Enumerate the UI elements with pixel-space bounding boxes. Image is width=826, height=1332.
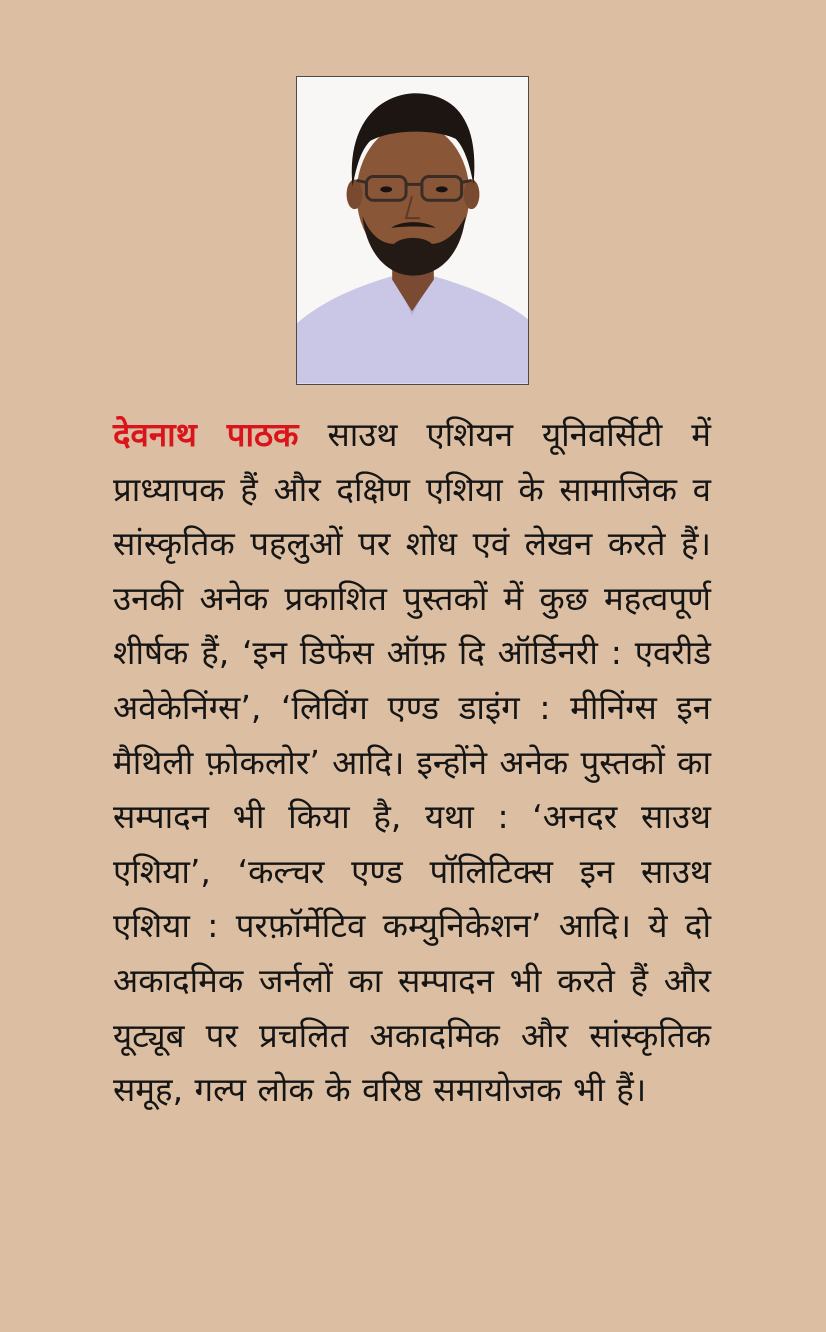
author-photo (296, 76, 529, 385)
author-portrait-illustration (297, 77, 528, 384)
author-bio-paragraph (113, 408, 711, 1118)
author-name: देवनाथ पाठक (113, 415, 299, 454)
author-bio-text: साउथ एशियन यूनिवर्सिटी में प्राध्यापक हैं और दक्षिण एशिया के सामाजिक व सांस्कृतिक पहलुओं पर शोध एवं लेखन करते हैं। उनकी अनेक प्रकाशित पुस्तकों में कुछ महत्वपूर्ण शीर्षक हैं, ‘इन डिफेंस ऑफ़ दि ऑर्डिनरी : एवरीडे अवेकेनिंग्स’, ‘लिविंग एण्ड डाइंग : मीनिंग्स इन मैथिली फ़ोकलोर’ आदि। इन्होंने अनेक पुस्तकों का सम्पादन भी किया है, यथा : ‘अनदर साउथ एशिया’, ‘कल्चर एण्ड पॉलिटिक्स इन साउथ एशिया : परफ़ॉर्मेटिव कम्युनिकेशन’ आदि। ये दो अकादमिक जर्नलों का सम्पादन भी करते हैं और यूट्यूब पर प्रचलित अकादमिक और सांस्कृतिक समूह, गल्प लोक के वरिष्ठ समायोजक भी हैं। (113, 415, 711, 1110)
